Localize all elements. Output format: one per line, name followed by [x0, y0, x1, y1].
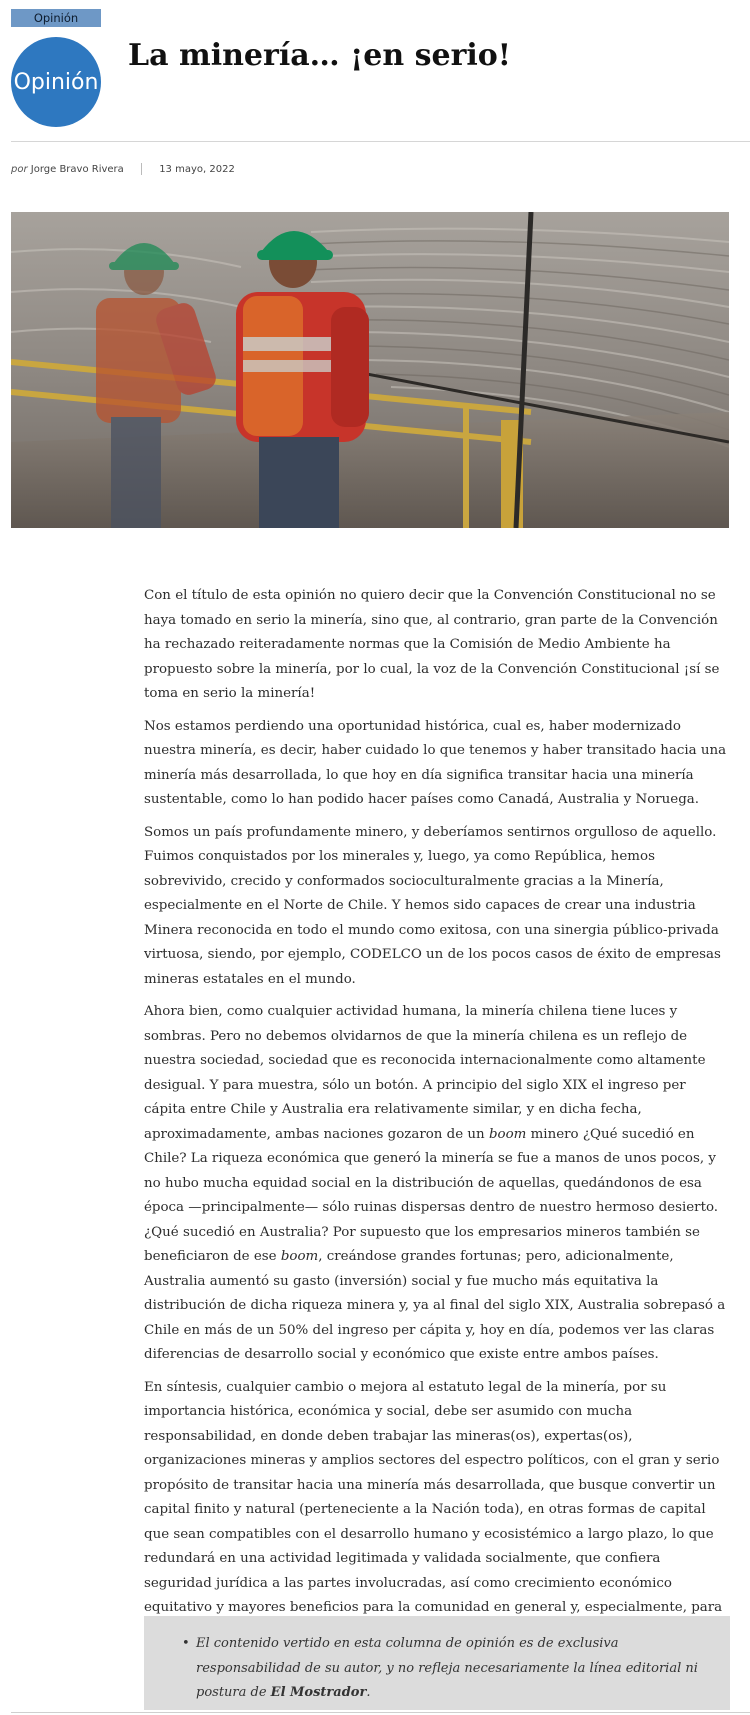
opinion-badge: Opinión	[11, 37, 101, 127]
paragraph: Somos un país profundamente minero, y deberíamos sentirnos orgulloso de aquello. Fuimos conquistados por los minerales y, luego, ya como República, hemos sobrevivido, crecido y conformados socioculturalmente gracias a la Minería, especialmente en el Norte de Chile. Y hemos sido capaces de crear una industria Minera reconocida en todo el mundo como exitosa, con una sinergia público-privada virtuosa, siendo, por ejemplo, CODELCO un de los pocos casos de éxito de empresas mineras estatales en el mundo.	[144, 824, 721, 987]
paragraph: Con el título de esta opinión no quiero decir que la Convención Constitucional no se haya tomado en serio la minería, sino que, al contrario, gran parte de la Convención ha rechazado reiteradamente normas que la Comisión de Medio Ambiente ha propuesto sobre la minería, por lo cual, la voz de la Convención Constitucional ¡sí se toma en serio la minería!	[144, 588, 720, 701]
footer-divider	[11, 1712, 750, 1713]
paragraph-text: minero ¿Qué sucedió en Chile? La riqueza económica que generó la minería se fue a manos de unos pocos, y no hubo mucha equidad social en la distribución de aquellas, quedándonos de esa época —principalmente— sólo ruinas dispersas dentro de nuestro hermoso desierto. ¿Qué sucedió en Australia? Por supuesto que los empresarios mineros también se beneficiaron de ese	[144, 1126, 719, 1264]
disclaimer-text: El contenido vertido en esta columna de opinión es de exclusiva responsabilidad de su autor, y no refleja necesariamente la línea editorial ni postura de	[196, 1636, 698, 1700]
paragraph: Nos estamos perdiendo una oportunidad histórica, cual es, haber modernizado nuestra minería, es decir, haber cuidado lo que tenemos y haber transitado hacia una minería más desarrollada, lo que hoy en día significa transitar hacia una minería sustentable, como lo han podido hacer países como Canadá, Australia y Noruega.	[144, 718, 727, 807]
byline	[11, 163, 235, 177]
publish-date: 13 mayo, 2022	[159, 164, 235, 175]
article-body	[144, 584, 730, 1653]
emphasis-boom: boom	[280, 1249, 319, 1264]
header-divider	[11, 141, 750, 142]
byline-separator	[141, 163, 142, 175]
emphasis-boom: boom	[488, 1126, 527, 1142]
byline-prefix: por	[11, 164, 28, 175]
paragraph	[144, 1000, 730, 1368]
article-title: La minería… ¡en serio!	[128, 38, 511, 73]
mine-workers-illustration	[11, 212, 729, 528]
paragraph-text: Ahora bien, como cualquier actividad humana, la minería chilena tiene luces y sombras. Pero no debemos olvidarnos de que la minería chilena es un reflejo de nuestra sociedad, sociedad que es reconocida internacionalmente como altamente desigual. Y para muestra, sólo un botón. A principio del siglo XIX el ingreso per cápita entre Chile y Australia era relativamente similar, y en dicha fecha, aproximadamente, ambas naciones gozaron de un	[144, 1004, 706, 1142]
section-tag[interactable]: Opinión	[11, 9, 101, 27]
paragraph-text: , creándose grandes fortunas; pero, adicionalmente, Australia aumentó su gasto (inversión) social y fue mucho más equitativa la distribución de dicha riqueza minera y, ya al final del siglo XIX, Australia sobrepasó a Chile en más de un 50% del ingreso per cápita y, hoy en día, podemos ver las claras diferencias de desarrollo social y económico que existe entre ambos países.	[144, 1249, 726, 1362]
disclaimer-end: .	[366, 1685, 371, 1700]
disclaimer-box	[144, 1616, 730, 1710]
author-link[interactable]: Jorge Bravo Rivera	[30, 164, 124, 175]
paragraph: En síntesis, cualquier cambio o mejora al estatuto legal de la minería, por su importancia histórica, económica y social, debe ser asumido con mucha responsabilidad, en donde deben trabajar las mineras(os), expertas(os), organizaciones mineras y amplios sectores del espectro políticos, con el gran y serio propósito de transitar hacia una minería más desarrollada, que busque convertir un capital finito y natural (perteneciente a la Nación toda), en otras formas de capital que sean compatibles con el desarrollo humano y ecosistémico a largo plazo, lo que redundará en una actividad legitimada y validada socialmente, que confiera seguridad jurídica a las partes involucradas, así como crecimiento económico equitativo y mayores beneficios para la comunidad en general y, especialmente, para	[144, 1379, 723, 1615]
outlet-name: El Mostrador	[270, 1685, 367, 1700]
disclaimer-item	[196, 1632, 710, 1706]
article-photo	[11, 212, 729, 528]
